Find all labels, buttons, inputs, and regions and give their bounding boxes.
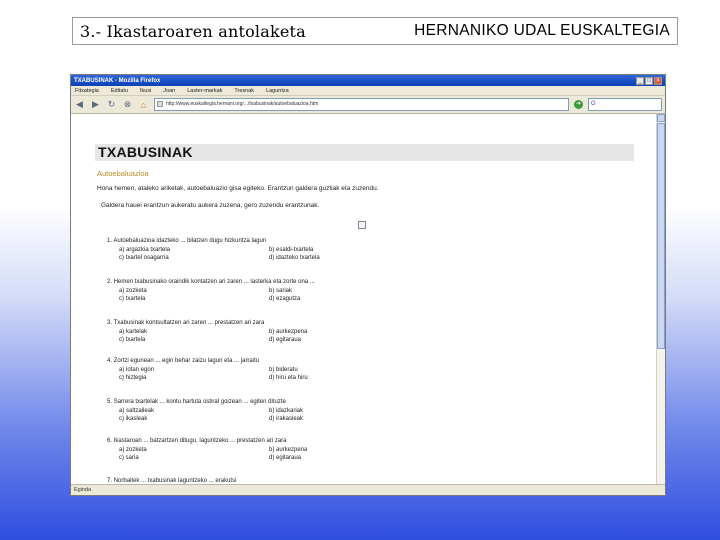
answer-option[interactable]: d) egitaraua: [269, 337, 302, 343]
answer-option[interactable]: a) lotan egon: [119, 367, 155, 373]
page-subtitle: Autoebaluazioa: [97, 169, 149, 178]
answer-option[interactable]: b) esaldi-txartela: [269, 247, 314, 253]
stop-icon[interactable]: ⊗: [123, 99, 132, 109]
question: [107, 438, 419, 461]
slide-header: [72, 17, 678, 45]
page-title: TXABUSINAK: [95, 144, 634, 161]
page-intro: Hona hemen, ataleko ariketak, autoebaluazio gisa egiteko. Erantzun galdera guztiak eta zuzendu.: [97, 185, 379, 192]
navigation-toolbar: [71, 96, 665, 114]
answer-option[interactable]: a) argazkia txartela: [119, 247, 171, 253]
address-url: http://www.euskaltegia.hernani.org/.../txabusinak/autoebaluazioa.htm: [166, 101, 319, 107]
question: [107, 320, 419, 343]
browser-window: [70, 74, 666, 496]
go-icon[interactable]: ➔: [575, 101, 582, 107]
answer-option[interactable]: d) irakasleak: [269, 416, 304, 422]
status-text: Eginda: [74, 487, 92, 493]
menu-edit[interactable]: Editatu: [110, 87, 128, 94]
question: [107, 279, 419, 302]
address-bar[interactable]: [154, 98, 569, 111]
question-text: Autoebaluazioa idazteko ... bilatzen dugu hizkuntza lagun: [113, 238, 267, 244]
answer-option[interactable]: b) bideratu: [269, 367, 298, 373]
close-icon[interactable]: ×: [654, 77, 662, 85]
answer-option[interactable]: d) hiru eta hiru: [269, 375, 308, 381]
question-number: 5.: [107, 399, 113, 405]
menu-view[interactable]: Ikusi: [139, 87, 152, 94]
question-text: Ikastaroan ... batzartzen ditugu, laguntzeko ... prestatzen ari zara: [113, 438, 287, 444]
page-instruction: Galdera hauei erantzun aukeratu aukera zuzena, gero zuzendu erantzunak.: [101, 202, 320, 209]
question-text: Hemen txabusinako oraindik kontatzen ari zaren ... lasterka eta zorte ona ...: [113, 279, 315, 285]
vertical-scrollbar[interactable]: [656, 114, 665, 486]
question-number: 1.: [107, 238, 113, 244]
browser-titlebar: [71, 75, 665, 86]
question: [107, 358, 419, 381]
answer-option[interactable]: b) aurkezpena: [269, 447, 308, 453]
page-content: [71, 114, 658, 486]
answer-option[interactable]: c) saria: [119, 455, 139, 461]
answer-option[interactable]: a) zozketa: [119, 447, 147, 453]
answer-option[interactable]: c) txartel osagarria: [119, 255, 169, 261]
question-text: Zortzi egunean ... egin behar zaizu lagun eta ... jarraitu: [113, 358, 260, 364]
question: [107, 238, 419, 261]
menu-tools[interactable]: Tresnak: [234, 87, 255, 94]
answer-option[interactable]: d) idazteko txartela: [269, 255, 320, 261]
forward-icon[interactable]: ▶: [92, 99, 99, 109]
answer-option[interactable]: d) egitaraua: [269, 455, 302, 461]
answer-option[interactable]: a) saltzaileak: [119, 408, 155, 414]
answer-option[interactable]: c) hiztegia: [119, 375, 147, 381]
maximize-icon[interactable]: □: [645, 77, 653, 85]
answer-option[interactable]: c) ikasleak: [119, 416, 148, 422]
answer-option[interactable]: a) zozketa: [119, 288, 147, 294]
question-text: Sarrera txartelak ... kontu hartuta ostiral goizean ... egiten dituzte: [113, 399, 286, 405]
slide-title: 3.- Ikastaroaren antolaketa: [80, 21, 306, 41]
answer-option[interactable]: b) aurkezpena: [269, 329, 308, 335]
menu-bookmarks[interactable]: Laster-markak: [187, 87, 223, 94]
question-number: 6.: [107, 438, 113, 444]
question-number: 4.: [107, 358, 113, 364]
status-bar: [71, 484, 665, 495]
answer-option[interactable]: c) txartela: [119, 296, 146, 302]
back-icon[interactable]: ◀: [76, 99, 83, 109]
answer-option[interactable]: c) txartela: [119, 337, 146, 343]
search-input[interactable]: [588, 98, 662, 111]
menu-bar: [71, 86, 665, 96]
slide-organization: HERNANIKO UDAL EUSKALTEGIA: [414, 22, 670, 39]
answer-option[interactable]: a) kartelak: [119, 329, 148, 335]
question-number: 7.: [107, 478, 113, 484]
answer-option[interactable]: b) idazkariak: [269, 408, 304, 414]
question-text: Txabusinak kontsultatzen ari zaren ... prestatzen ari zara: [113, 320, 265, 326]
minimize-icon[interactable]: _: [636, 77, 644, 85]
window-title: TXABUSINAK - Mozilla Firefox: [74, 77, 161, 84]
answer-option[interactable]: d) ezagutza: [269, 296, 301, 302]
scroll-thumb[interactable]: [657, 123, 665, 349]
menu-help[interactable]: Laguntza: [266, 87, 289, 94]
page-favicon-icon: [157, 101, 163, 107]
question: [107, 399, 419, 422]
home-icon[interactable]: ⌂: [140, 99, 147, 110]
menu-go[interactable]: Joan: [163, 87, 176, 94]
answer-option[interactable]: b) sariak: [269, 288, 293, 294]
scroll-up-icon[interactable]: [657, 114, 665, 122]
menu-file[interactable]: Fitxategia: [75, 87, 99, 94]
question-number: 3.: [107, 320, 113, 326]
question-text: Norbaitek ... txabusinak laguntzeko ... erakutsi: [113, 478, 237, 484]
search-engine-label: G: [591, 101, 596, 107]
question-number: 2.: [107, 279, 113, 285]
image-icon: [358, 221, 366, 229]
reload-icon[interactable]: ↻: [107, 99, 116, 109]
